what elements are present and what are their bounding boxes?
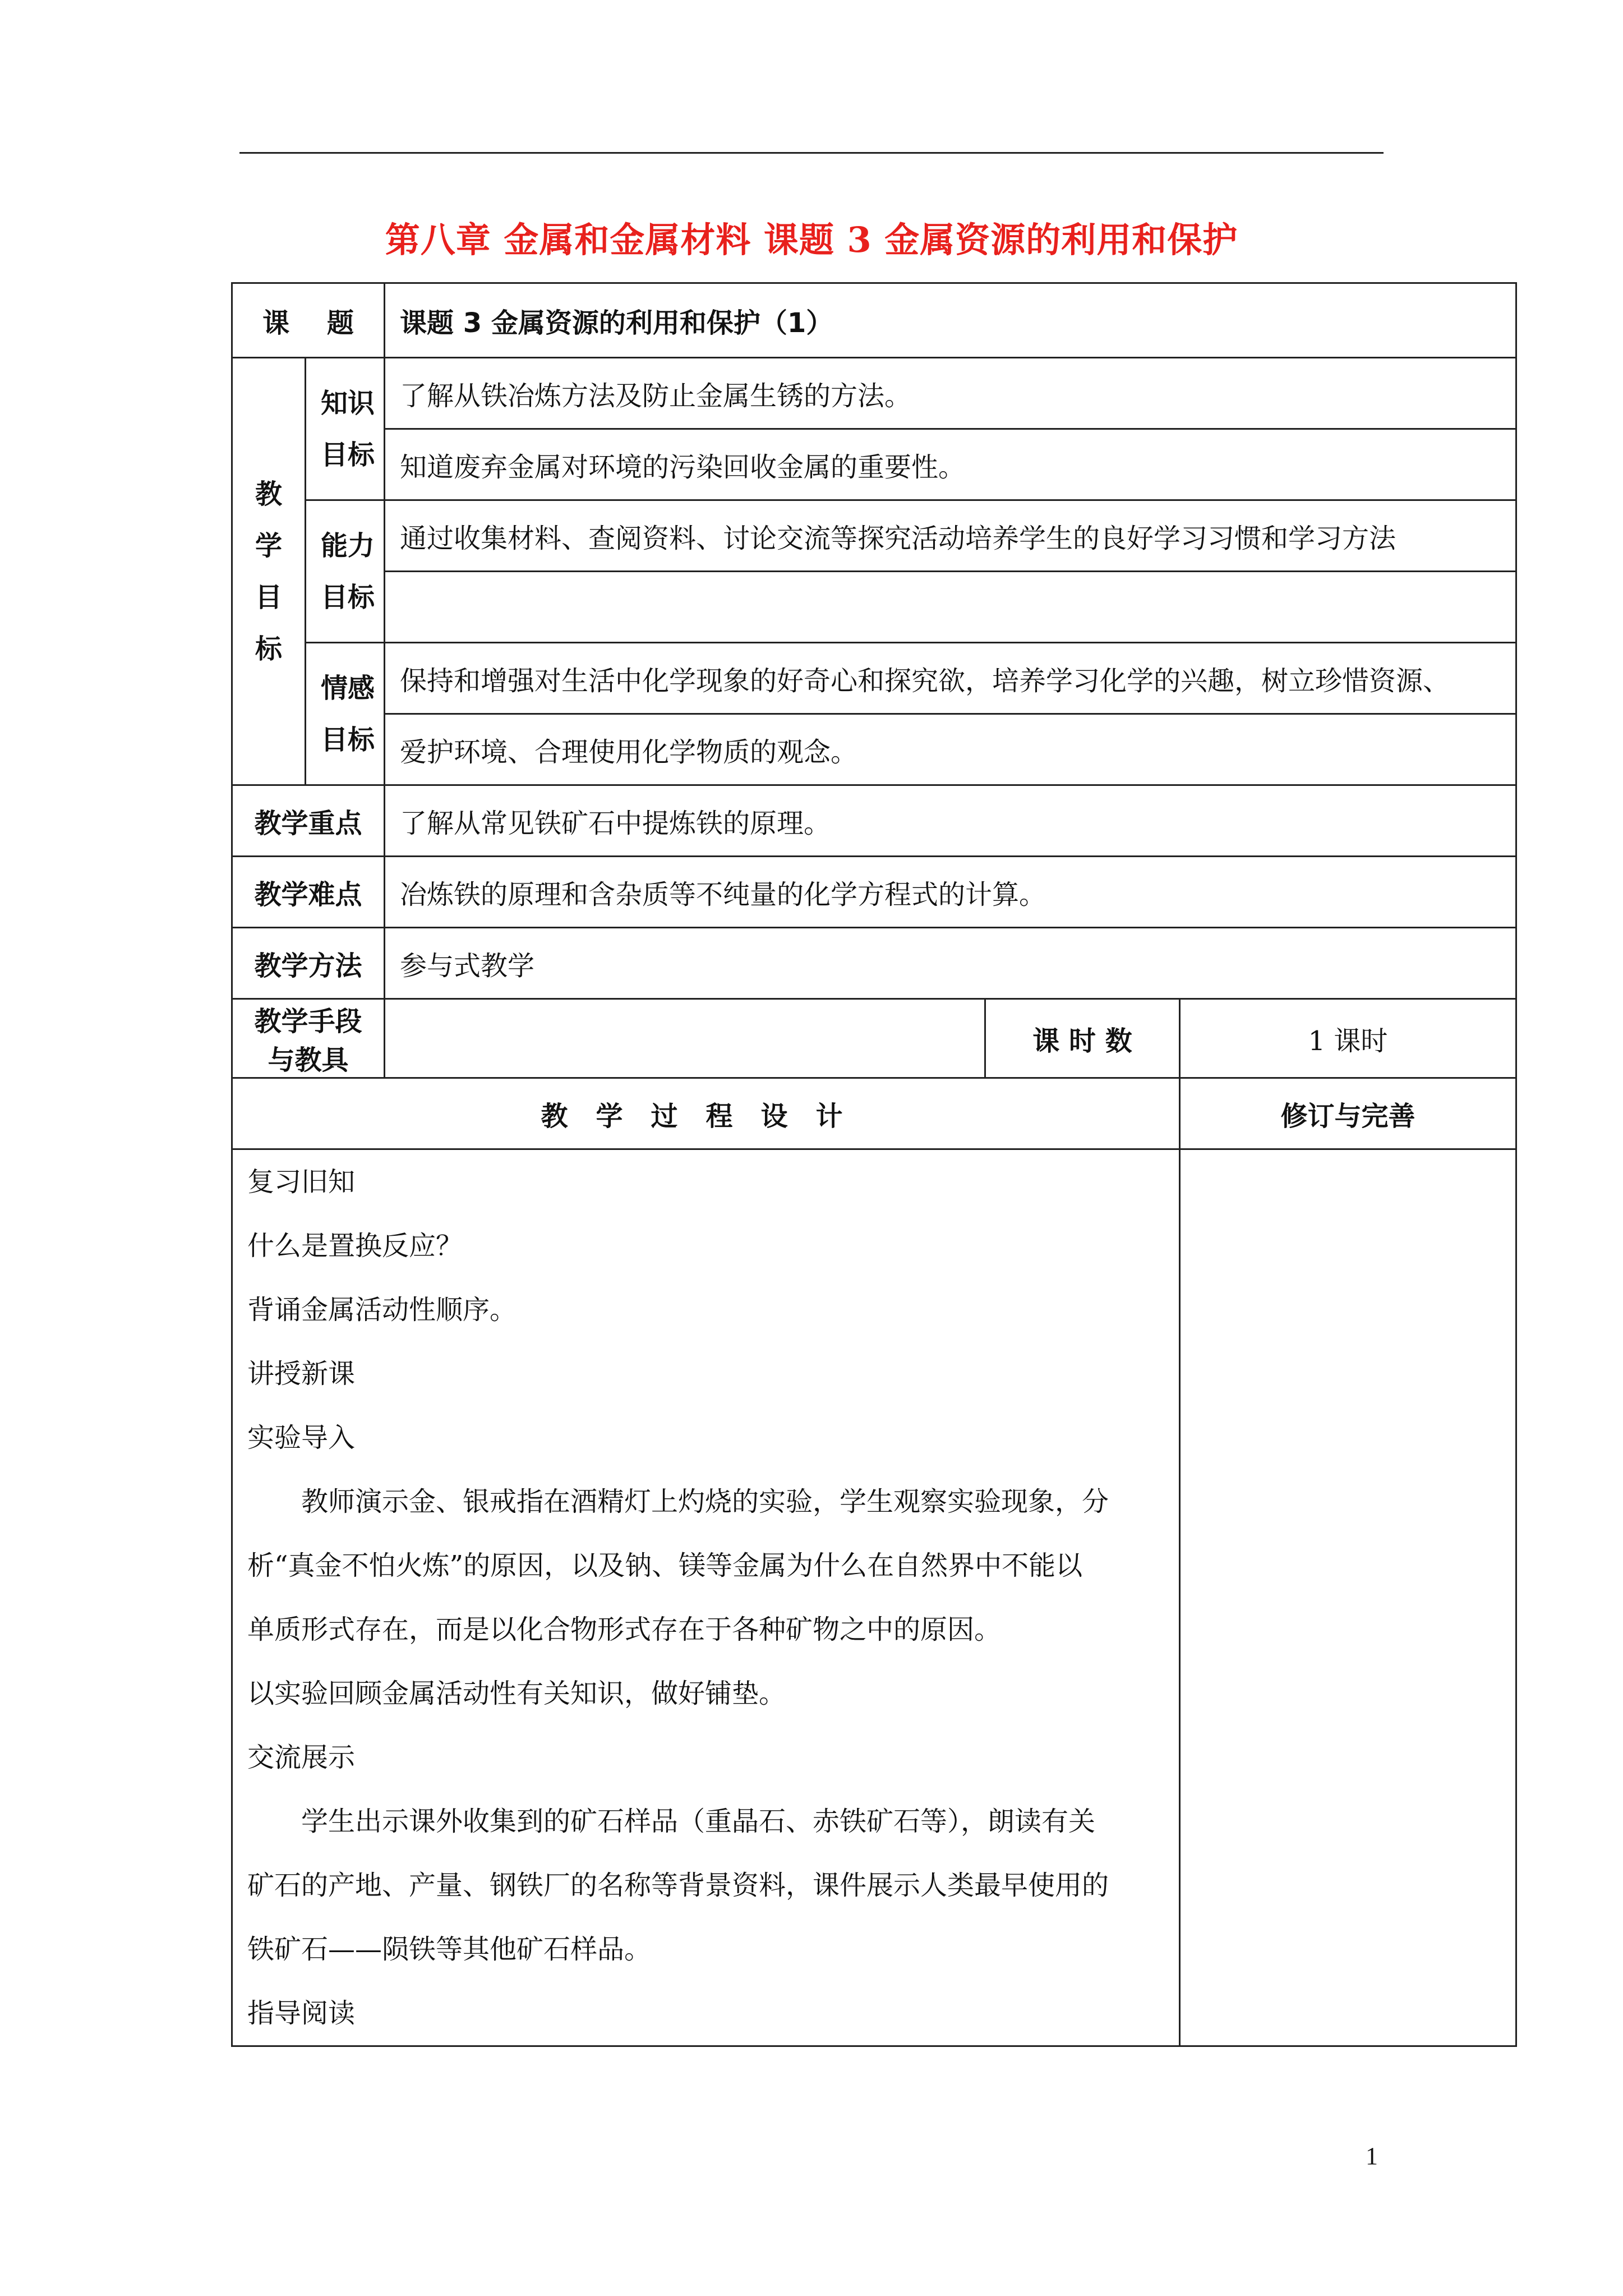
teaching-goals-label-text: 教学目标 [255,478,283,665]
emotion-goal-label-text: 情感目标 [321,672,375,756]
process-line: 教师演示金、银戒指在酒精灯上灼烧的实验，学生观察实验现象，分 [301,1486,1109,1517]
knowledge-goal-2: 知道废弃金属对环境的污染回收金属的重要性。 [385,429,1516,500]
key-point-label: 教学重点 [232,785,385,857]
process-line: 讲授新课 [247,1358,356,1389]
method-label: 教学方法 [232,928,385,999]
tools-value [385,999,985,1078]
row-process-header [232,1078,1516,1149]
process-line: 矿石的产地、产量、钢铁厂的名称等背景资料，课件展示人类最早使用的 [247,1870,1109,1901]
knowledge-goal-label-text: 知识目标 [321,387,375,471]
topic-label: 课 题 [232,283,385,358]
process-line: 什么是置换反应？ [247,1230,463,1262]
topic-value: 课题 3 金属资源的利用和保护（1） [385,283,1516,358]
difficulty-value: 冶炼铁的原理和含杂质等不纯量的化学方程式的计算。 [385,857,1516,928]
process-line: 实验导入 [247,1422,356,1453]
process-line: 复习旧知 [247,1166,356,1198]
row-emotion-2 [232,714,1516,785]
knowledge-goal-label [306,358,385,500]
row-key-point [232,785,1516,857]
process-line: 背诵金属活动性顺序。 [247,1294,517,1326]
emotion-goal-label [306,643,385,785]
ability-goal-2 [385,572,1516,643]
ability-goal-1: 通过收集材料、查阅资料、讨论交流等探究活动培养学生的良好学习习惯和学习方法 [385,500,1516,572]
method-value: 参与式教学 [385,928,1516,999]
page-number: 1 [1366,2142,1378,2170]
row-knowledge-1 [232,358,1516,429]
page-title: 第八章 金属和金属材料 课题 3 金属资源的利用和保护 [385,219,1238,260]
revision-header: 修订与完善 [1180,1078,1516,1149]
teaching-goals-label [232,358,306,785]
knowledge-goal-1: 了解从铁冶炼方法及防止金属生锈的方法。 [385,358,1516,429]
row-emotion-1 [232,643,1516,714]
row-process-body [232,1149,1516,2046]
process-header: 教学过程设计 [232,1078,1180,1149]
process-line: 学生出示课外收集到的矿石样品（重晶石、赤铁矿石等），朗读有关 [301,1806,1096,1837]
difficulty-label: 教学难点 [232,857,385,928]
row-topic [232,283,1516,358]
process-line: 交流展示 [247,1742,356,1773]
process-line: 指导阅读 [247,1998,356,2029]
key-point-value: 了解从常见铁矿石中提炼铁的原理。 [385,785,1516,857]
row-difficulty [232,857,1516,928]
row-tools [232,999,1516,1078]
tools-label: 教学手段与教具 [232,999,385,1078]
row-knowledge-2 [232,429,1516,500]
row-method [232,928,1516,999]
lesson-plan-table [231,282,1517,2047]
process-line: 铁矿石——陨铁等其他矿石样品。 [247,1934,652,1965]
process-line: 以实验回顾金属活动性有关知识，做好铺垫。 [247,1678,786,1709]
process-content [232,1149,1180,2046]
ability-goal-label-text: 能力目标 [321,530,375,613]
ability-goal-label [306,500,385,643]
emotion-goal-2: 爱护环境、合理使用化学物质的观念。 [385,714,1516,785]
hours-label: 课 时 数 [985,999,1180,1078]
hours-value: 1 课时 [1180,999,1516,1078]
header-rule [239,152,1384,154]
row-ability-2 [232,572,1516,643]
emotion-goal-1: 保持和增强对生活中化学现象的好奇心和探究欲，培养学习化学的兴趣，树立珍惜资源、 [385,643,1516,714]
revision-content [1180,1149,1516,2046]
process-line: 单质形式存在，而是以化合物形式存在于各种矿物之中的原因。 [247,1614,1002,1645]
process-line: 析“真金不怕火炼”的原因，以及钠、镁等金属为什么在自然界中不能以 [247,1550,1083,1581]
row-ability-1 [232,500,1516,572]
